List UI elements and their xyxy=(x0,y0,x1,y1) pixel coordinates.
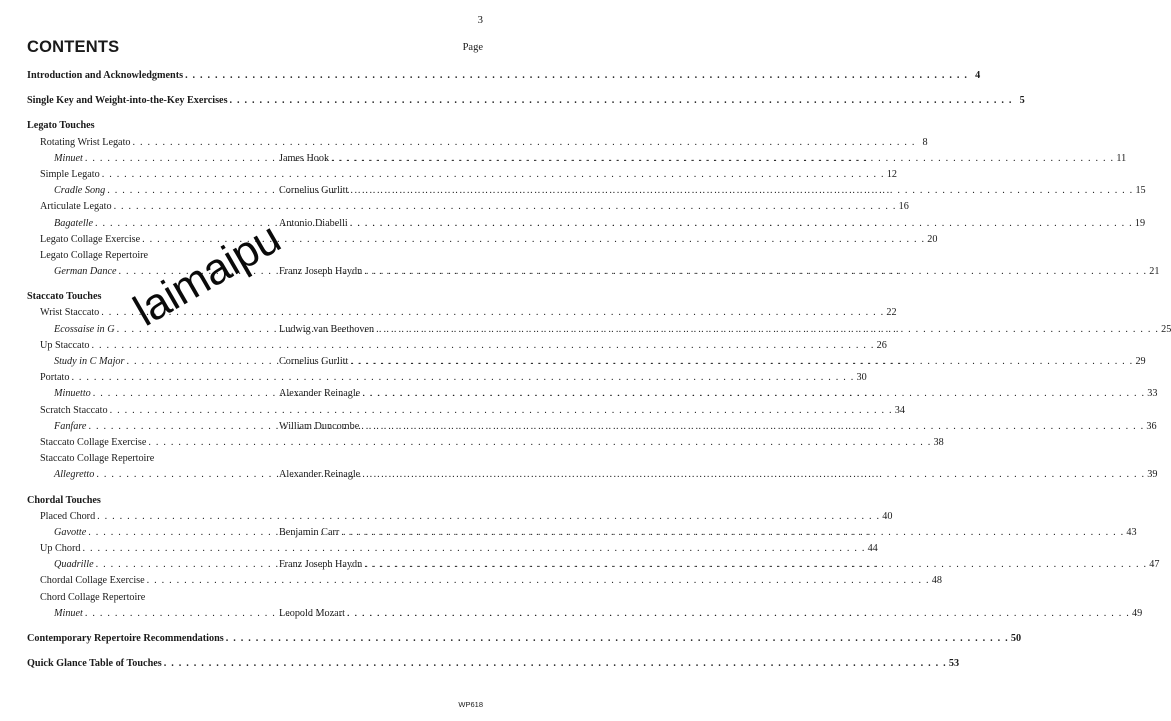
toc-entry-label: Placed Chord xyxy=(40,510,96,522)
toc-page-number: 30 xyxy=(856,372,867,384)
toc-entry-label: Simple Legato xyxy=(40,168,100,180)
dot-leader xyxy=(133,135,916,151)
toc-page-number: 29 xyxy=(1135,356,1146,367)
dot-leader xyxy=(110,403,893,419)
toc-piece-title: Study in C Major xyxy=(54,356,125,367)
toc-composer-group xyxy=(279,216,1145,232)
toc-composer-group xyxy=(279,183,1146,199)
dot-leader xyxy=(226,631,1009,647)
toc-section-heading xyxy=(27,289,485,305)
toc-page-number: 11 xyxy=(1116,152,1127,164)
toc-section-label: Chordal Touches xyxy=(27,494,101,506)
toc-section-heading xyxy=(27,493,485,509)
toc-composer-group xyxy=(279,322,1171,338)
toc-entry-label: Chord Collage Repertoire xyxy=(40,591,146,603)
toc-page-number: 15 xyxy=(1135,185,1146,197)
toc-touch-entry xyxy=(27,305,897,321)
toc-composer: Alexander Reinagle xyxy=(279,388,361,400)
dot-leader xyxy=(350,183,1133,199)
toc-page-number: 36 xyxy=(1146,420,1157,432)
toc-piece-title-group xyxy=(54,183,279,199)
toc-page-number: 21 xyxy=(1149,266,1160,278)
toc-composer: Leopold Mozart xyxy=(279,607,345,619)
toc-touch-entry xyxy=(27,451,485,467)
toc-piece-entry xyxy=(27,183,1146,199)
dot-leader xyxy=(147,573,930,589)
toc-piece-title: Bagatelle xyxy=(54,217,94,229)
toc-entry-label: Portato xyxy=(40,372,70,384)
toc-piece-entry xyxy=(27,419,1157,435)
toc-composer-group xyxy=(279,354,1146,370)
toc-piece-entry xyxy=(27,151,1127,167)
dot-leader xyxy=(185,68,968,84)
toc-page-number: 50 xyxy=(1010,633,1022,644)
dot-leader xyxy=(97,509,880,525)
toc-page-number: 47 xyxy=(1149,559,1160,571)
dot-leader xyxy=(350,216,1133,232)
toc-composer: Ludwig van Beethoven xyxy=(279,323,375,335)
toc-page-number: 34 xyxy=(894,404,905,416)
toc-entry-label: Chordal Collage Exercise xyxy=(40,575,145,587)
toc-entry-label: Scratch Staccato xyxy=(40,404,108,416)
toc-composer: Alexander Reinagle xyxy=(279,469,361,481)
dot-leader xyxy=(102,167,885,183)
dot-leader xyxy=(164,656,947,672)
toc-piece-title-group xyxy=(54,525,279,541)
toc-entry-label: Up Staccato xyxy=(40,339,90,351)
toc-composer: Cornelius Gurlitt xyxy=(279,185,349,197)
toc-piece-title-group xyxy=(54,354,279,370)
toc-touch-entry xyxy=(27,590,485,606)
dot-leader xyxy=(92,338,875,354)
toc-touch-entry xyxy=(27,370,867,386)
toc-touch-entry xyxy=(27,435,944,451)
toc-piece-title-group xyxy=(54,419,279,435)
toc-entry-label: Up Chord xyxy=(40,543,81,555)
toc-touch-entry xyxy=(27,403,905,419)
page-number: 3 xyxy=(477,14,483,26)
toc-page-number: 40 xyxy=(882,510,893,522)
toc-main-entry xyxy=(27,68,981,84)
dot-leader xyxy=(362,467,1145,483)
toc-touch-entry xyxy=(27,541,878,557)
toc-page-number: 12 xyxy=(886,168,897,180)
toc-touch-entry xyxy=(27,135,928,151)
toc-page-number: 38 xyxy=(933,436,944,448)
catalog-code: WP618 xyxy=(458,700,483,709)
toc-page-number: 16 xyxy=(898,201,909,213)
page-title: CONTENTS xyxy=(27,38,120,56)
toc-entry-label: Wrist Staccato xyxy=(40,307,100,319)
dot-leader xyxy=(82,541,865,557)
toc-section-heading xyxy=(27,118,485,134)
toc-piece-title: Quadrille xyxy=(54,559,94,571)
toc-page-number: 39 xyxy=(1147,469,1158,481)
dot-leader xyxy=(341,525,1124,541)
toc-composer-group xyxy=(279,419,1157,435)
toc-page-number: 25 xyxy=(1161,323,1171,335)
toc-touch-entry xyxy=(27,573,942,589)
toc-composer: Antonio Diabelli xyxy=(279,217,348,229)
page-column-header: Page xyxy=(462,42,483,53)
toc-entry-label: Staccato Collage Repertoire xyxy=(40,453,155,465)
toc-main-entry xyxy=(27,93,1025,109)
dot-leader xyxy=(361,419,1144,435)
dot-leader xyxy=(364,264,1147,280)
toc-entry-label: Rotating Wrist Legato xyxy=(40,136,131,148)
toc-composer-group xyxy=(279,467,1157,483)
dot-leader xyxy=(71,370,854,386)
toc-piece-title-group xyxy=(54,386,279,402)
toc-composer: Benjamin Carr xyxy=(279,526,340,538)
toc-touch-entry xyxy=(27,338,887,354)
toc-entry-label: Articulate Legato xyxy=(40,201,112,213)
toc-section-label: Staccato Touches xyxy=(27,291,102,303)
toc-page-number: 49 xyxy=(1132,607,1143,619)
toc-piece-title: Minuet xyxy=(54,152,83,164)
toc-entry-label: Legato Collage Repertoire xyxy=(40,249,149,261)
toc-composer: William Duncombe xyxy=(279,420,360,432)
toc-piece-title: Fanfare xyxy=(54,420,87,432)
table-of-contents xyxy=(27,63,1171,672)
toc-page-number: 5 xyxy=(1019,95,1025,107)
toc-main-entry xyxy=(27,656,960,672)
toc-piece-entry xyxy=(27,525,1137,541)
toc-piece-entry xyxy=(27,557,1160,573)
toc-touch-entry xyxy=(27,199,909,215)
toc-page-number: 33 xyxy=(1147,388,1158,400)
toc-main-entry xyxy=(27,631,1022,647)
toc-piece-title: Allegretto xyxy=(54,469,95,481)
toc-page-number: 20 xyxy=(927,233,938,245)
toc-page-number: 53 xyxy=(948,658,960,670)
dot-leader xyxy=(364,557,1147,573)
toc-touch-entry xyxy=(27,167,897,183)
dot-leader xyxy=(114,199,897,215)
toc-page-number: 48 xyxy=(931,575,942,587)
toc-entry-label: Single Key and Weight-into-the-Key Exercises xyxy=(27,95,228,107)
toc-section-label: Legato Touches xyxy=(27,120,95,132)
toc-composer-group xyxy=(279,151,1126,167)
toc-page-number: 26 xyxy=(876,339,887,351)
toc-page-number: 8 xyxy=(922,136,928,148)
toc-piece-entry xyxy=(27,606,1143,622)
toc-piece-entry xyxy=(27,467,1158,483)
toc-piece-title: Cradle Song xyxy=(54,185,106,197)
toc-composer-group xyxy=(279,525,1137,541)
toc-piece-title: Minuetto xyxy=(54,388,91,400)
toc-piece-title-group xyxy=(54,557,279,573)
toc-composer: Cornelius Gurlitt xyxy=(279,356,349,367)
watermark: laimaipu xyxy=(125,213,289,336)
toc-piece-title-group xyxy=(54,606,279,622)
toc-composer-group xyxy=(279,264,1159,280)
toc-entry-label: Staccato Collage Exercise xyxy=(40,436,147,448)
toc-entry-label: Quick Glance Table of Touches xyxy=(27,658,162,670)
dot-leader xyxy=(362,386,1145,402)
toc-piece-title-group xyxy=(54,467,279,483)
dot-leader xyxy=(101,305,884,321)
dot-leader xyxy=(347,606,1130,622)
toc-entry-label: Contemporary Repertoire Recommendations xyxy=(27,633,224,644)
toc-piece-entry xyxy=(27,354,1146,370)
toc-piece-title: Gavotte xyxy=(54,526,87,538)
toc-composer-group xyxy=(279,606,1142,622)
toc-entry-label: Introduction and Acknowledgments xyxy=(27,70,184,81)
toc-piece-entry xyxy=(27,322,1171,338)
toc-composer-group xyxy=(279,386,1157,402)
toc-piece-title: German Dance xyxy=(54,266,117,278)
toc-piece-title: Ecossaise in G xyxy=(54,323,115,335)
toc-entry-label: Legato Collage Exercise xyxy=(40,233,141,245)
toc-page-number: 4 xyxy=(975,70,981,81)
toc-piece-entry xyxy=(27,386,1158,402)
toc-composer: Franz Joseph Haydn xyxy=(279,559,363,571)
toc-composer: Franz Joseph Haydn xyxy=(279,266,363,278)
toc-touch-entry xyxy=(27,509,893,525)
toc-piece-title-group xyxy=(54,151,279,167)
dot-leader xyxy=(376,322,1159,338)
toc-page-number: 43 xyxy=(1126,526,1137,538)
dot-leader xyxy=(350,354,1133,370)
toc-page-number: 19 xyxy=(1134,217,1146,229)
toc-composer: James Hook xyxy=(279,152,330,164)
toc-composer-group xyxy=(279,557,1159,573)
dot-leader xyxy=(148,435,931,451)
toc-page-number: 22 xyxy=(886,307,897,319)
toc-piece-title: Minuet xyxy=(54,607,83,619)
toc-page-number: 44 xyxy=(867,543,878,555)
dot-leader xyxy=(331,151,1114,167)
dot-leader xyxy=(230,93,1013,109)
